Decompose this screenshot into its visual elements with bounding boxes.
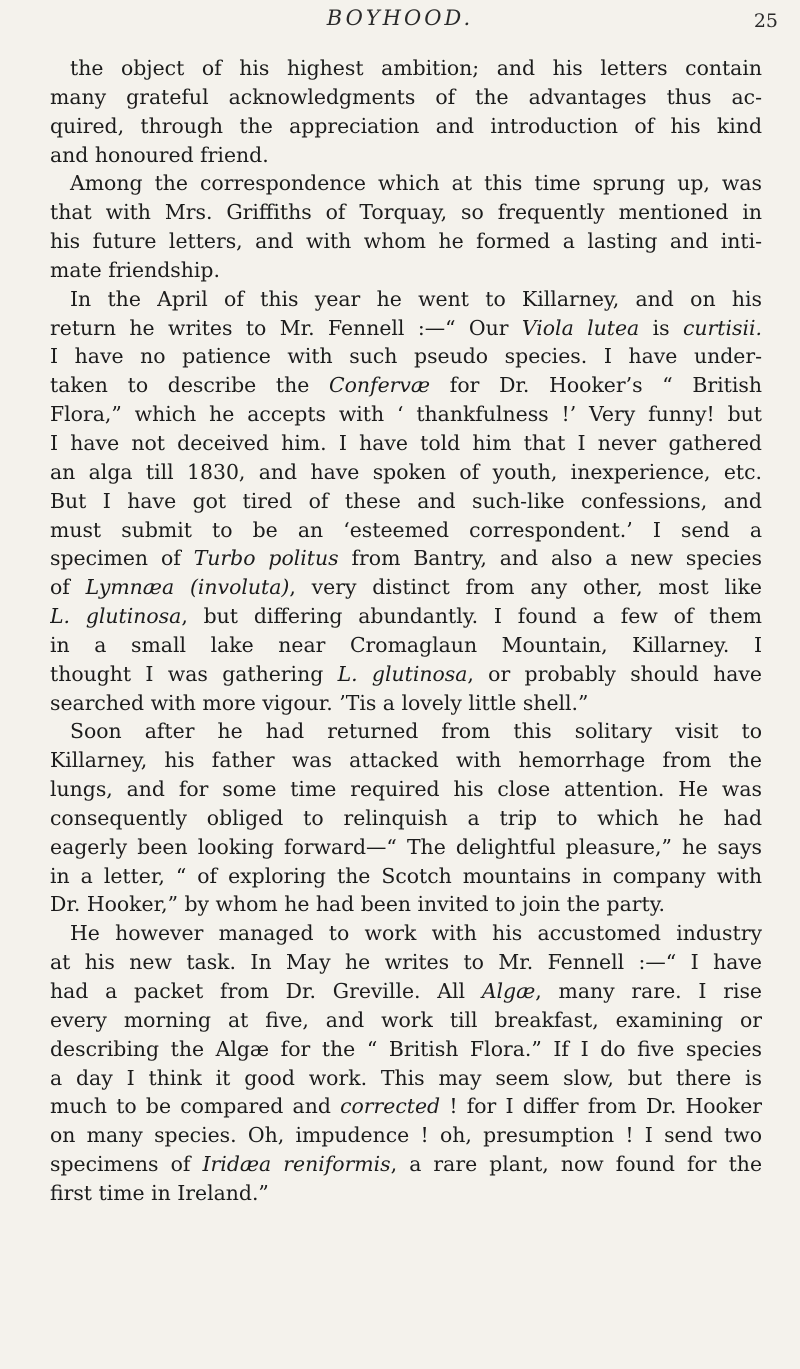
text-line: a day I think it good work. This may seem slow, but there is (50, 1065, 762, 1090)
text-line: He however managed to work with his accustomed industry (70, 921, 762, 946)
text-line: In the April of this year he went to Killarney, and on his (70, 286, 762, 311)
text-line: I have no patience with such pseudo species. I have under- (50, 344, 762, 369)
paragraph (50, 54, 762, 169)
text-line: quired, through the appreciation and introduction of his kind (50, 113, 762, 138)
text-line: lungs, and for some time required his close attention. He was (50, 777, 762, 802)
text-line: Dr. Hooker,” by whom he had been invited to join the party. (50, 892, 666, 917)
text-line: consequently obliged to relinquish a trip to which he had (50, 805, 762, 830)
text-line: that with Mrs. Griffiths of Torquay, so frequently mentioned in (50, 200, 762, 225)
text-line: Flora,” which he accepts with ‘ thankfulness !’ Very funny! but (50, 402, 762, 427)
text-line: searched with more vigour. ’Tis a lovely little shell.” (50, 690, 589, 715)
text-line: describing the Algæ for the “ British Flora.” If I do five species (50, 1036, 762, 1061)
text-line: thought I was gathering L. glutinosa, or probably should have (50, 661, 762, 686)
text-line: Among the correspondence which at this time sprung up, was (70, 171, 762, 196)
text-line: mate friendship. (50, 257, 220, 282)
text-line: L. glutinosa, but differing abundantly. I found a few of them (50, 604, 762, 629)
text-line: in a letter, “ of exploring the Scotch mountains in company with (50, 863, 762, 888)
text-line: specimens of Iridæa reniformis, a rare plant, now found for the (50, 1152, 762, 1177)
text-line: Soon after he had returned from this solitary visit to (70, 719, 762, 744)
paragraph (50, 285, 762, 718)
text-line: had a packet from Dr. Greville. All Algæ, many rare. I rise (50, 979, 762, 1003)
paragraph (50, 169, 762, 284)
text-line: on many species. Oh, impudence ! oh, presumption ! I send two (50, 1123, 762, 1148)
text-line: eagerly been looking forward—“ The delightful pleasure,” he says (50, 834, 762, 859)
text-line: Killarney, his father was attacked with hemorrhage from the (50, 748, 762, 773)
text-line: many grateful acknowledgments of the advantages thus ac- (50, 84, 762, 109)
text-line: much to be compared and corrected ! for I differ from Dr. Hooker (50, 1094, 762, 1119)
text-line: at his new task. In May he writes to Mr. Fennell :—“ I have (50, 950, 762, 975)
text-line: every morning at five, and work till breakfast, examining or (50, 1007, 762, 1032)
running-head (0, 4, 800, 36)
body-text (50, 54, 762, 1208)
text-line: taken to describe the Confervæ for Dr. Hooker’s “ British (50, 373, 762, 398)
text-line: in a small lake near Cromaglaun Mountain, Killarney. I (50, 632, 762, 657)
text-line: of Lymnæa (involuta), very distinct from any other, most like (50, 575, 762, 600)
paragraph (50, 717, 762, 919)
text-line: an alga till 1830, and have spoken of youth, inexperience, etc. (50, 459, 762, 484)
text-line: first time in Ireland.” (50, 1180, 269, 1205)
paragraph (50, 919, 762, 1207)
text-line: and honoured friend. (50, 142, 269, 167)
text-line: I have not deceived him. I have told him that I never gathered (50, 430, 762, 455)
text-line: return he writes to Mr. Fennell :—“ Our Viola lutea is curtisii. (50, 315, 762, 340)
text-line: But I have got tired of these and such-like confessions, and (50, 488, 762, 513)
text-line: specimen of Turbo politus from Bantry, and also a new species (50, 546, 762, 571)
text-line: the object of his highest ambition; and his letters contain (70, 56, 762, 80)
running-title: BOYHOOD. (326, 6, 474, 30)
text-line: must submit to be an ‘esteemed correspondent.’ I send a (50, 517, 762, 542)
page-number: 25 (753, 10, 778, 32)
text-line: his future letters, and with whom he formed a lasting and inti- (50, 229, 762, 254)
